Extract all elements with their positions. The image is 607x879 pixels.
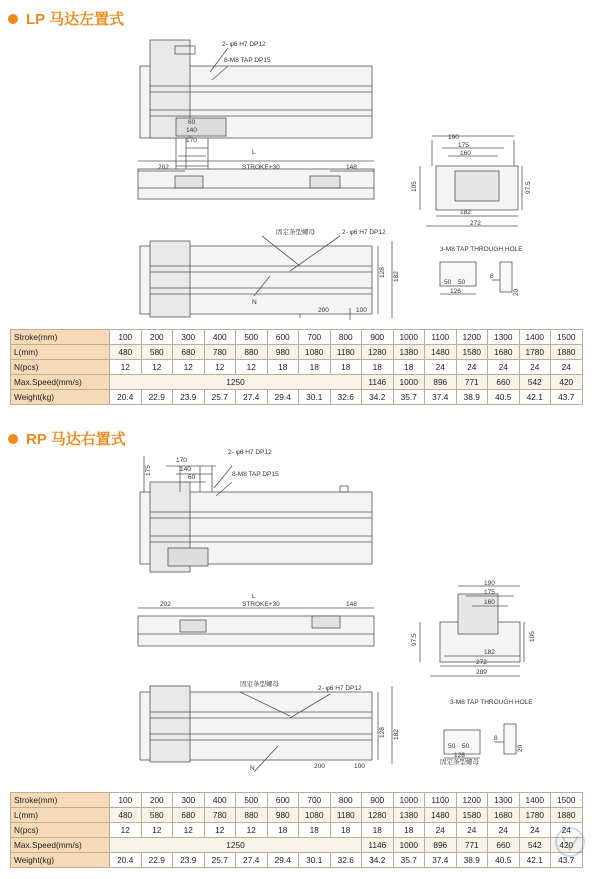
lp-table-cell: 35.7 — [393, 390, 425, 405]
lp-table-cell: 18 — [362, 360, 394, 375]
rp-table-cell: 38.9 — [456, 853, 488, 868]
lp-table-cell: 18 — [299, 360, 331, 375]
rp-table-cell: 12 — [110, 823, 142, 838]
rp-table-cell: 18 — [393, 823, 425, 838]
rp-bottom-dim-100: 100 — [354, 763, 365, 770]
lp-table-cell: 500 — [236, 330, 268, 345]
lp-bottom-dim-200: 200 — [318, 307, 329, 314]
rp-table-cell: 1580 — [456, 808, 488, 823]
lp-table-cell: 800 — [330, 330, 362, 345]
rp-table-cell: 600 — [267, 793, 299, 808]
rp-table-cell: 43.7 — [551, 853, 583, 868]
rp-table-cell: 896 — [425, 838, 457, 853]
rp-table-cell: 27.4 — [236, 853, 268, 868]
rp-table-cell: 37.4 — [425, 853, 457, 868]
rp-table-cell: 1380 — [393, 808, 425, 823]
lp-side-dim-148: 148 — [346, 164, 357, 171]
lp-table-row — [11, 360, 583, 375]
section-title-rp: RP 马达右置式 — [8, 428, 126, 449]
rp-table-cell: 1780 — [519, 808, 551, 823]
lp-end-dim-190: 190 — [448, 134, 459, 141]
rp-table-cell: 1000 — [393, 793, 425, 808]
rp-nut-dim-8: 8 — [494, 735, 498, 742]
rp-table-cell: 980 — [267, 808, 299, 823]
lp-table-cell: 29.4 — [267, 390, 299, 405]
lp-table-cell: 20.4 — [110, 390, 142, 405]
rp-nut-dim-50b: 50 — [462, 743, 470, 750]
lp-table-cell: 1880 — [551, 345, 583, 360]
rp-bottom-dim-200: 200 — [314, 763, 325, 770]
rp-table-cell: 780 — [204, 808, 236, 823]
lp-table-cell: 896 — [425, 375, 457, 390]
rp-table-row — [11, 823, 583, 838]
rp-table-cell: 24 — [551, 823, 583, 838]
rp-row-label: L(mm) — [11, 808, 110, 823]
rp-table-cell: 680 — [173, 808, 205, 823]
lp-table-cell: 12 — [204, 360, 236, 375]
lp-table-cell: 1500 — [551, 330, 583, 345]
bullet-icon — [8, 434, 18, 444]
rp-table-cell: 24 — [456, 823, 488, 838]
lp-table-cell: 1200 — [456, 330, 488, 345]
lp-table-cell: 42.1 — [519, 390, 551, 405]
lp-table-cell: 37.4 — [425, 390, 457, 405]
lp-table-cell: 1300 — [488, 330, 520, 345]
lp-table-cell: 660 — [488, 375, 520, 390]
lp-table-cell: 100 — [110, 330, 142, 345]
rp-row-label: N(pcs) — [11, 823, 110, 838]
rp-top-dim-175: 175 — [145, 465, 152, 476]
lp-table-cell: 34.2 — [362, 390, 394, 405]
rp-table-cell: 480 — [110, 808, 142, 823]
lp-table-cell: 1180 — [330, 345, 362, 360]
lp-bottom-callout-dowel: 2- φ6 H7 DP12 — [342, 229, 386, 236]
lp-table-row — [11, 390, 583, 405]
lp-nut-dim-126: 126 — [450, 288, 461, 295]
rp-table-cell: 12 — [204, 823, 236, 838]
lp-table-cell: 18 — [393, 360, 425, 375]
lp-table-cell: 25.7 — [204, 390, 236, 405]
rp-table-cell: 700 — [299, 793, 331, 808]
lp-table-cell: 18 — [267, 360, 299, 375]
lp-table-cell: 1080 — [299, 345, 331, 360]
lp-table-cell: 771 — [456, 375, 488, 390]
lp-table-cell: 980 — [267, 345, 299, 360]
lp-table-cell: 12 — [110, 360, 142, 375]
rp-table-cell: 18 — [330, 823, 362, 838]
lp-top-dim-60: 60 — [188, 119, 196, 126]
rp-side-dim-202: 202 — [160, 601, 171, 608]
lp-table-row — [11, 330, 583, 345]
lp-table-cell: 1780 — [519, 345, 551, 360]
rp-table-cell: 800 — [330, 793, 362, 808]
lp-table-cell: 22.9 — [141, 390, 173, 405]
rp-table-cell: 18 — [362, 823, 394, 838]
rp-end-dim-182: 182 — [484, 649, 495, 656]
lp-table-cell: 1146 — [362, 375, 394, 390]
lp-table-cell: 24 — [488, 360, 520, 375]
rp-end-dim-289: 289 — [476, 669, 487, 676]
lp-table-cell: 542 — [519, 375, 551, 390]
lp-table-cell: 680 — [173, 345, 205, 360]
rp-spec-table — [10, 792, 583, 868]
rp-drawings — [0, 446, 607, 786]
lp-table-cell: 1400 — [519, 330, 551, 345]
rp-table-row — [11, 838, 583, 853]
rp-table-cell: 25.7 — [204, 853, 236, 868]
rp-table-cell: 420 — [551, 838, 583, 853]
rp-end-dim-105: 105 — [529, 631, 536, 642]
watermark-logo-icon — [540, 822, 600, 862]
lp-end-dim-182: 182 — [460, 209, 471, 216]
rp-top-dim-60: 60 — [188, 474, 196, 481]
lp-bottom-dim-n: N — [252, 299, 257, 306]
lp-table-cell: 580 — [141, 345, 173, 360]
rp-table-cell: 32.6 — [330, 853, 362, 868]
lp-table-cell: 1100 — [425, 330, 457, 345]
rp-table-cell: 542 — [519, 838, 551, 853]
rp-table-cell: 35.7 — [393, 853, 425, 868]
lp-drawings — [0, 26, 607, 326]
rp-table-cell: 771 — [456, 838, 488, 853]
lp-end-dim-160: 160 — [460, 150, 471, 157]
rp-side-dim-148: 148 — [346, 601, 357, 608]
lp-bottom-dim-182: 182 — [393, 271, 400, 282]
lp-table-row — [11, 375, 583, 390]
rp-table-row — [11, 793, 583, 808]
lp-table-cell: 12 — [236, 360, 268, 375]
lp-row-label: Stroke(mm) — [11, 330, 110, 345]
lp-nut-callout: 3-M8 TAP THROUGH HOLE — [440, 246, 523, 253]
rp-nut-body — [444, 730, 480, 754]
lp-drawing-svg — [0, 26, 607, 326]
rp-table-cell: 29.4 — [267, 853, 299, 868]
lp-table-cell: 32.6 — [330, 390, 362, 405]
rp-table-cell: 100 — [110, 793, 142, 808]
lp-table-cell: 1580 — [456, 345, 488, 360]
lp-table-cell: 27.4 — [236, 390, 268, 405]
lp-table-cell: 420 — [551, 375, 583, 390]
bullet-icon — [8, 14, 18, 24]
rp-end-dim-272: 272 — [476, 659, 487, 666]
lp-nut-dim-50a: 50 — [444, 279, 452, 286]
rp-table-cell: 34.2 — [362, 853, 394, 868]
lp-table-cell: 23.9 — [173, 390, 205, 405]
lp-table-cell: 300 — [173, 330, 205, 345]
rp-table-cell: 1180 — [330, 808, 362, 823]
rp-table-cell: 1280 — [362, 808, 394, 823]
lp-table-cell: 1680 — [488, 345, 520, 360]
lp-table-cell: 24 — [551, 360, 583, 375]
rp-table-cell: 1000 — [393, 838, 425, 853]
lp-table-cell: 12 — [141, 360, 173, 375]
lp-top-dim-140: 140 — [186, 127, 197, 134]
rp-nut-dim-20: 20 — [517, 744, 524, 752]
rp-table-cell: 1100 — [425, 793, 457, 808]
rp-bottom-dim-182: 182 — [393, 729, 400, 740]
rp-table-row — [11, 853, 583, 868]
rp-table-cell: 660 — [488, 838, 520, 853]
rp-table-cell: 1480 — [425, 808, 457, 823]
lp-table-cell: 1380 — [393, 345, 425, 360]
rp-table-cell: 30.1 — [299, 853, 331, 868]
rp-row-label: Stroke(mm) — [11, 793, 110, 808]
rp-table-cell: 22.9 — [141, 853, 173, 868]
rp-end-dim-160: 160 — [484, 599, 495, 606]
rp-table-cell: 900 — [362, 793, 394, 808]
rp-bottom-dim-n: N — [250, 765, 255, 772]
rp-table-cell: 1200 — [456, 793, 488, 808]
rp-nut-dim-50a: 50 — [448, 743, 456, 750]
rp-top-dim-140: 140 — [180, 466, 191, 473]
lp-top-callout-dowel: 2- φ6 H7 DP12 — [222, 41, 266, 48]
rp-table-cell: 300 — [173, 793, 205, 808]
rp-table-cell: 18 — [267, 823, 299, 838]
lp-top-callout-tap: 8-M8 TAP DP15 — [224, 57, 271, 64]
lp-row-label: Max.Speed(mm/s) — [11, 375, 110, 390]
lp-table-cell: 400 — [204, 330, 236, 345]
lp-spec-table — [10, 329, 583, 405]
lp-nut-dim-50b: 50 — [458, 279, 466, 286]
rp-end-dim-190: 190 — [484, 580, 495, 587]
rp-side-dim-l: L — [252, 593, 256, 600]
rp-table-cell: 1300 — [488, 793, 520, 808]
rp-side-dim-stroke: STROKE+30 — [242, 601, 280, 608]
rp-table-cell: 24 — [519, 823, 551, 838]
rp-bottom-dim-128: 128 — [379, 727, 386, 738]
lp-table-cell: 880 — [236, 345, 268, 360]
rp-table-cell: 18 — [299, 823, 331, 838]
rp-table-cell: 500 — [236, 793, 268, 808]
lp-side-dim-202: 202 — [158, 164, 169, 171]
rp-bottom-callout-nut: 固定条型螺母 — [240, 681, 279, 688]
rp-nut-label: 固定条型螺母 — [440, 759, 479, 766]
lp-bottom-dim-128: 128 — [379, 267, 386, 278]
lp-nut-dim-20: 20 — [513, 288, 520, 296]
rp-table-cell: 1680 — [488, 808, 520, 823]
lp-table-cell: 1000 — [393, 375, 425, 390]
rp-table-cell: 580 — [141, 808, 173, 823]
lp-table-cell: 780 — [204, 345, 236, 360]
rp-table-cell: 1500 — [551, 793, 583, 808]
rp-row-label: Max.Speed(mm/s) — [11, 838, 110, 853]
rp-end-dim-97-5: 97.5 — [411, 633, 418, 646]
lp-table-cell: 38.9 — [456, 390, 488, 405]
rp-merged-cell: 1250 — [110, 838, 362, 853]
lp-table-cell: 480 — [110, 345, 142, 360]
rp-table-cell: 880 — [236, 808, 268, 823]
rp-top-callout-tap: 8-M8 TAP DP15 — [232, 471, 279, 478]
rp-table-cell: 400 — [204, 793, 236, 808]
rp-table-cell: 1880 — [551, 808, 583, 823]
rp-table-cell: 20.4 — [110, 853, 142, 868]
lp-table-cell: 700 — [299, 330, 331, 345]
lp-table-cell: 900 — [362, 330, 394, 345]
lp-table-cell: 12 — [173, 360, 205, 375]
lp-table-cell: 600 — [267, 330, 299, 345]
rp-table-cell: 24 — [425, 823, 457, 838]
lp-side-dim-l: L — [252, 149, 256, 156]
rp-top-dim-170: 170 — [176, 457, 187, 464]
lp-top-dim-170: 170 — [186, 137, 197, 144]
rp-table-cell: 42.1 — [519, 853, 551, 868]
lp-table-row — [11, 345, 583, 360]
lp-end-dim-272: 272 — [470, 220, 481, 227]
rp-table-cell: 1146 — [362, 838, 394, 853]
lp-merged-cell: 1250 — [110, 375, 362, 390]
rp-drawing-svg — [0, 446, 607, 786]
rp-table-cell: 12 — [141, 823, 173, 838]
lp-table-cell: 30.1 — [299, 390, 331, 405]
lp-end-dim-175: 175 — [458, 142, 469, 149]
lp-nut-dim-8: 8 — [490, 273, 494, 280]
section-title-lp: LP 马达左置式 — [8, 8, 124, 29]
lp-table-cell: 1280 — [362, 345, 394, 360]
rp-table-cell: 200 — [141, 793, 173, 808]
lp-table-cell: 40.5 — [488, 390, 520, 405]
rp-table-row — [11, 808, 583, 823]
rp-table-cell: 23.9 — [173, 853, 205, 868]
rp-table-cell: 1400 — [519, 793, 551, 808]
lp-table-cell: 200 — [141, 330, 173, 345]
rp-table-cell: 12 — [173, 823, 205, 838]
rp-end-dim-175: 175 — [484, 589, 495, 596]
rp-top-callout-dowel: 2- φ6 H7 DP12 — [228, 449, 272, 456]
lp-row-label: Weight(kg) — [11, 390, 110, 405]
lp-bottom-dim-100: 100 — [356, 307, 367, 314]
rp-table-cell: 40.5 — [488, 853, 520, 868]
lp-end-dim-97-5: 97.5 — [525, 181, 532, 194]
rp-nut-dim-128: 128 — [454, 752, 465, 759]
lp-row-label: L(mm) — [11, 345, 110, 360]
lp-table-cell: 24 — [425, 360, 457, 375]
rp-bottom-callout-dowel: 2- φ6 H7 DP12 — [318, 685, 362, 692]
lp-table-cell: 24 — [519, 360, 551, 375]
rp-nut-callout: 3-M8 TAP THROUGH HOLE — [450, 699, 533, 706]
lp-table-cell: 1000 — [393, 330, 425, 345]
lp-end-dim-105: 105 — [411, 181, 418, 192]
lp-table-cell: 1480 — [425, 345, 457, 360]
lp-table-cell: 43.7 — [551, 390, 583, 405]
rp-row-label: Weight(kg) — [11, 853, 110, 868]
lp-table-cell: 18 — [330, 360, 362, 375]
rp-table-cell: 24 — [488, 823, 520, 838]
lp-table-cell: 24 — [456, 360, 488, 375]
rp-table-cell: 1080 — [299, 808, 331, 823]
rp-table-cell: 12 — [236, 823, 268, 838]
lp-bottom-callout-nut: 固定条型螺母 — [276, 229, 315, 236]
lp-side-dim-stroke: STROKE+30 — [242, 164, 280, 171]
lp-row-label: N(pcs) — [11, 360, 110, 375]
